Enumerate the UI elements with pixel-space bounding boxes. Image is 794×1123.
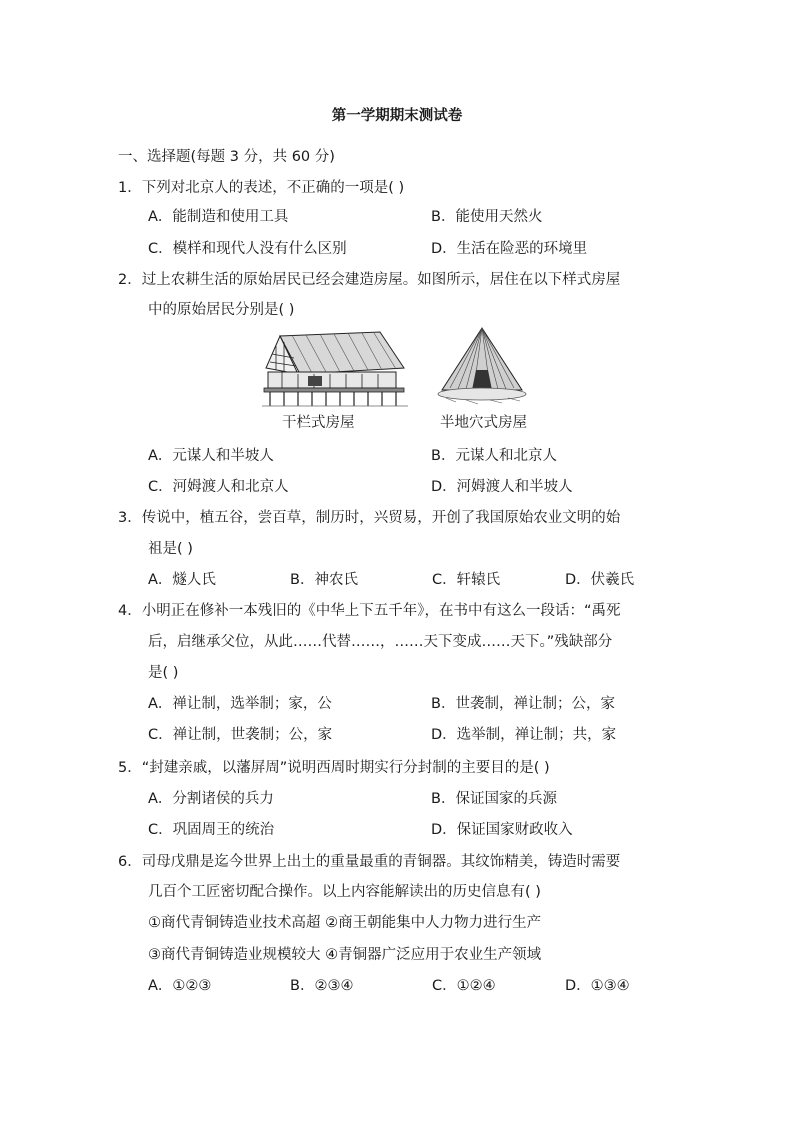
question-4-stem-line3: 是( )	[148, 665, 179, 681]
q4-option-c: C．禅让制，世袭制；公，家	[148, 727, 333, 743]
q6-option-b: B．②③④	[290, 978, 354, 994]
q3-option-a: A．燧人氏	[148, 572, 216, 588]
q3-option-b: B．神农氏	[290, 572, 358, 588]
q2-option-b: B．元谋人和北京人	[431, 448, 557, 464]
q1-option-d: D．生活在险恶的环境里	[431, 241, 588, 257]
question-2-stem-line1: 2．过上农耕生活的原始居民已经会建造房屋。如图所示，居住在以下样式房屋	[118, 272, 621, 288]
question-2-stem-line2: 中的原始居民分别是( )	[148, 302, 295, 318]
q2-option-a: A．元谋人和半坡人	[148, 448, 274, 464]
question-6-stem-line2: 几百个工匠密切配合操作。以上内容能解读出的历史信息有( )	[148, 884, 541, 900]
stilt-house-caption: 干栏式房屋	[282, 415, 355, 431]
q6-statement-line1: ①商代青铜铸造业技术高超 ②商王朝能集中人力物力进行生产	[148, 915, 542, 931]
q6-statement-line2: ③商代青铜铸造业规模较大 ④青铜器广泛应用于农业生产领域	[148, 947, 542, 963]
semi-subterranean-house-caption: 半地穴式房屋	[440, 415, 527, 431]
q1-option-b: B．能使用天然火	[431, 209, 543, 225]
question-4-stem-line1: 4．小明正在修补一本残旧的《中华上下五千年》，在书中有这么一段话：“禹死	[118, 603, 621, 619]
q5-option-d: D．保证国家财政收入	[431, 822, 573, 838]
q6-option-a: A．①②③	[148, 978, 212, 994]
q2-option-d: D．河姆渡人和半坡人	[431, 479, 573, 495]
question-1-stem: 1．下列对北京人的表述，不正确的一项是( )	[118, 180, 405, 196]
section-heading: 一、选择题(每题 3 分，共 60 分)	[118, 149, 335, 165]
question-4-stem-line2: 后，启继承父位，从此……代替……，……天下变成……天下。”残缺部分	[148, 634, 613, 650]
q4-option-d: D．选举制，禅让制；共，家	[431, 727, 617, 743]
question-3-stem-line2: 祖是( )	[148, 541, 193, 557]
q1-option-a: A．能制造和使用工具	[148, 209, 289, 225]
q5-option-c: C．巩固周王的统治	[148, 822, 275, 838]
q3-option-c: C．轩辕氏	[432, 572, 501, 588]
q5-option-b: B．保证国家的兵源	[431, 791, 557, 807]
q6-option-c: C．①②④	[432, 978, 496, 994]
q4-option-a: A．禅让制，选举制；家，公	[148, 696, 332, 712]
q4-option-b: B．世袭制，禅让制；公，家	[431, 696, 615, 712]
question-5-stem: 5．“封建亲戚，以藩屏周”说明西周时期实行分封制的主要目的是( )	[118, 760, 550, 776]
question-3-stem-line1: 3．传说中，植五谷，尝百草，制历时，兴贸易，开创了我国原始农业文明的始	[118, 510, 621, 526]
q3-option-d: D．伏羲氏	[565, 572, 635, 588]
q2-option-c: C．河姆渡人和北京人	[148, 479, 289, 495]
q5-option-a: A．分割诸侯的兵力	[148, 791, 274, 807]
q6-option-d: D．①③④	[565, 978, 630, 994]
semi-subterranean-house-illustration	[436, 326, 528, 406]
page-title: 第一学期期末测试卷	[331, 108, 463, 124]
stilt-house-illustration	[262, 328, 410, 408]
q1-option-c: C．模样和现代人没有什么区别	[148, 241, 347, 257]
question-6-stem-line1: 6．司母戊鼎是迄今世界上出土的重量最重的青铜器。其纹饰精美，铸造时需要	[118, 854, 621, 870]
